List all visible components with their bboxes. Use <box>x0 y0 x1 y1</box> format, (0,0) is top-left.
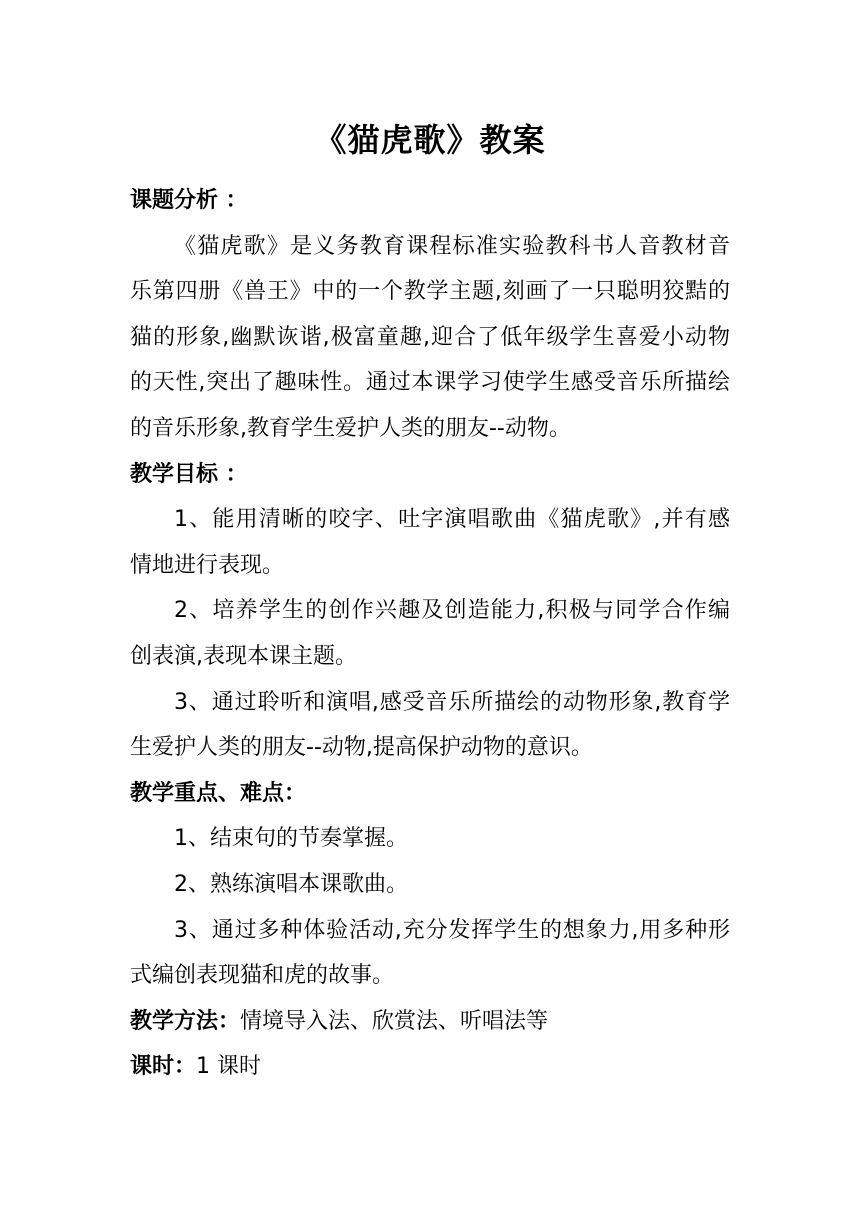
document-title: 《猫虎歌》教案 <box>314 121 546 159</box>
line-label: 课时： <box>130 1054 197 1080</box>
labeled-line <box>130 999 730 1045</box>
paragraph-line: 的天性,突出了趣味性。通过本课学习使学生感受音乐所描绘 <box>130 370 730 396</box>
labeled-line <box>130 1044 730 1090</box>
paragraph-line: 2、培养学生的创作兴趣及创造能力,积极与同学合作编 <box>174 598 730 624</box>
paragraph-line: 生爱护人类的朋友--动物,提高保护动物的意识。 <box>130 735 593 761</box>
paragraph-line: 3、通过聆听和演唱,感受音乐所描绘的动物形象,教育学 <box>174 689 730 715</box>
paragraph-line: 2、熟练演唱本课歌曲。 <box>174 871 408 897</box>
paragraph-line: 3、通过多种体验活动,充分发挥学生的想象力,用多种形 <box>174 917 730 943</box>
line-label: 教学方法： <box>130 1008 241 1034</box>
paragraph-line: 猫的形象,幽默诙谐,极富童趣,迎合了低年级学生喜爱小动物 <box>130 324 730 350</box>
paragraph-line: 乐第四册《兽王》中的一个教学主题,刻画了一只聪明狡黠的 <box>130 279 730 305</box>
line-value: 1 课时 <box>196 1054 262 1080</box>
document-body <box>130 178 730 1090</box>
paragraph-line: 情地进行表现。 <box>130 552 285 578</box>
paragraph-line: 1、能用清晰的咬字、吐字演唱歌曲《猫虎歌》,并有感 <box>174 507 730 533</box>
paragraph-line: 的音乐形象,教育学生爱护人类的朋友--动物。 <box>130 415 571 441</box>
paragraph-line: 创表演,表现本课主题。 <box>130 643 357 669</box>
section-heading: 教学重点、难点： <box>130 780 307 806</box>
section-heading: 课题分析 ： <box>130 188 248 213</box>
paragraph-line: 《猫虎歌》是义务教育课程标准实验教科书人音教材音 <box>174 233 730 259</box>
line-value: 情境导入法、欣赏法、听唱法等 <box>240 1008 549 1034</box>
paragraph-line: 1、结束句的节奏掌握。 <box>174 826 408 852</box>
section-heading: 教学目标 ： <box>130 461 248 487</box>
paragraph-line: 式编创表现猫和虎的故事。 <box>130 963 395 989</box>
